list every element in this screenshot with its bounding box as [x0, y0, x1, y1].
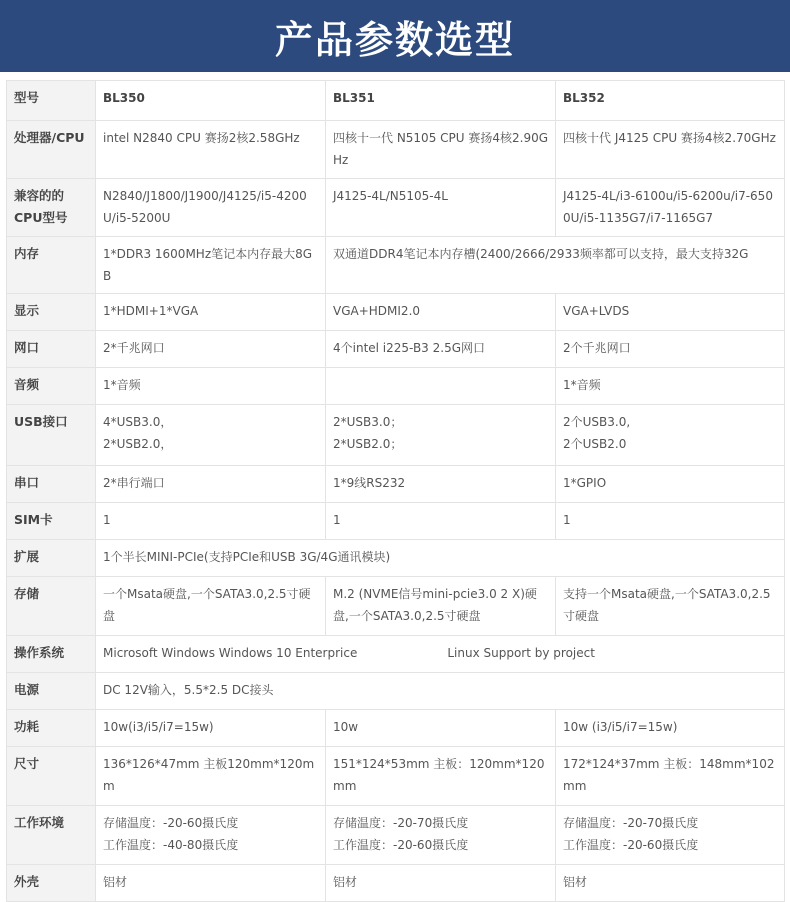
- row-label: 显示: [7, 294, 96, 331]
- value-line: 2个USB2.0: [563, 437, 627, 451]
- value-line: 4*USB3.0，: [103, 415, 173, 429]
- value-cell: [326, 405, 556, 466]
- row-label: USB接口: [7, 405, 96, 466]
- value-line: 2个USB3.0,: [563, 415, 631, 429]
- row-label: 型号: [7, 81, 96, 121]
- row-display: [7, 294, 785, 331]
- value-cell: 10w: [326, 710, 556, 747]
- value-cell: 四核十一代 N5105 CPU 赛扬4核2.90GHz: [326, 121, 556, 179]
- value-cell: [326, 368, 556, 405]
- os-linux: Linux Support by project: [447, 646, 595, 660]
- value-cell: DC 12V输入，5.5*2.5 DC接头: [96, 673, 785, 710]
- value-cell: [556, 806, 785, 865]
- value-cell: 10w (i3/i5/i7=15w): [556, 710, 785, 747]
- row-label: 操作系统: [7, 636, 96, 673]
- value-line: 存储温度：-20-70摄氏度: [563, 816, 699, 830]
- value-line: 存储温度：-20-60摄氏度: [103, 816, 239, 830]
- spec-table: [6, 80, 785, 902]
- value-cell: 2个千兆网口: [556, 331, 785, 368]
- value-cell: [326, 806, 556, 865]
- value-cell: 1*HDMI+1*VGA: [96, 294, 326, 331]
- label-line: CPU型号: [14, 210, 68, 225]
- value-cell: VGA+HDMI2.0: [326, 294, 556, 331]
- row-consumption: [7, 710, 785, 747]
- value-cell: 1*音频: [96, 368, 326, 405]
- value-cell: 136*126*47mm 主板120mm*120mm: [96, 747, 326, 806]
- value-cell: 2*串行端口: [96, 466, 326, 503]
- value-cell: VGA+LVDS: [556, 294, 785, 331]
- row-compat: [7, 179, 785, 237]
- value-cell: 支持一个Msata硬盘,一个SATA3.0,2.5寸硬盘: [556, 577, 785, 636]
- value-cell: 铝材: [556, 865, 785, 902]
- row-label: SIM卡: [7, 503, 96, 540]
- value-line: 存储温度：-20-70摄氏度: [333, 816, 469, 830]
- os-windows: Microsoft Windows Windows 10 Enterprice: [103, 646, 358, 660]
- row-lan: [7, 331, 785, 368]
- value-cell: 铝材: [326, 865, 556, 902]
- row-label: 扩展: [7, 540, 96, 577]
- value-line: 工作温度：-40-80摄氏度: [103, 838, 239, 852]
- row-os: [7, 636, 785, 673]
- row-label: 串口: [7, 466, 96, 503]
- row-size: [7, 747, 785, 806]
- value-cell: 四核十代 J4125 CPU 赛扬4核2.70GHz: [556, 121, 785, 179]
- row-power: [7, 673, 785, 710]
- value-cell: 1*9线RS232: [326, 466, 556, 503]
- model-cell: BL352: [556, 81, 785, 121]
- value-line: 2*USB2.0；: [333, 437, 403, 451]
- value-cell: 1: [556, 503, 785, 540]
- model-cell: BL351: [326, 81, 556, 121]
- value-cell: 2*千兆网口: [96, 331, 326, 368]
- value-cell: J4125-4L/N5105-4L: [326, 179, 556, 237]
- label-line: 兼容的的: [14, 188, 65, 203]
- row-label: 电源: [7, 673, 96, 710]
- value-cell: 4个intel i225-B3 2.5G网口: [326, 331, 556, 368]
- model-cell: BL350: [96, 81, 326, 121]
- value-line: 工作温度：-20-60摄氏度: [333, 838, 469, 852]
- row-label: 音频: [7, 368, 96, 405]
- row-memory: [7, 237, 785, 294]
- value-cell: 151*124*53mm 主板：120mm*120mm: [326, 747, 556, 806]
- value-cell: 1*GPIO: [556, 466, 785, 503]
- value-cell: 1*音频: [556, 368, 785, 405]
- row-label: 尺寸: [7, 747, 96, 806]
- row-label: 处理器/CPU: [7, 121, 96, 179]
- value-cell: 172*124*37mm 主板：148mm*102mm: [556, 747, 785, 806]
- value-cell: M.2 (NVME信号mini-pcie3.0 2 X)硬盘,一个SATA3.0,2.5寸硬盘: [326, 577, 556, 636]
- row-label: 工作环境: [7, 806, 96, 865]
- value-cell: 1: [326, 503, 556, 540]
- value-cell: [96, 806, 326, 865]
- value-cell: intel N2840 CPU 赛扬2核2.58GHz: [96, 121, 326, 179]
- spec-table-container: [0, 72, 790, 902]
- value-line: 工作温度：-20-60摄氏度: [563, 838, 699, 852]
- row-label: 功耗: [7, 710, 96, 747]
- row-label: 内存: [7, 237, 96, 294]
- row-usb: [7, 405, 785, 466]
- value-cell: 铝材: [96, 865, 326, 902]
- value-cell: J4125-4L/i3-6100u/i5-6200u/i7-6500U/i5-1135G7/i7-1165G7: [556, 179, 785, 237]
- value-cell: [96, 636, 785, 673]
- row-environment: [7, 806, 785, 865]
- value-cell: [96, 405, 326, 466]
- value-cell: 10w(i3/i5/i7=15w): [96, 710, 326, 747]
- row-label: 网口: [7, 331, 96, 368]
- row-expansion: [7, 540, 785, 577]
- value-line: 2*USB2.0，: [103, 437, 173, 451]
- value-cell: 双通道DDR4笔记本内存槽(2400/2666/2933频率都可以支持，最大支持32G: [326, 237, 785, 294]
- row-cpu: [7, 121, 785, 179]
- row-case: [7, 865, 785, 902]
- row-serial: [7, 466, 785, 503]
- row-label: 存储: [7, 577, 96, 636]
- value-cell: 1: [96, 503, 326, 540]
- row-sim: [7, 503, 785, 540]
- value-cell: 1*DDR3 1600MHz笔记本内存最大8GB: [96, 237, 326, 294]
- value-cell: 1个半长MINI-PCIe(支持PCIe和USB 3G/4G通讯模块): [96, 540, 785, 577]
- row-audio: [7, 368, 785, 405]
- row-model: [7, 81, 785, 121]
- title-banner: [0, 0, 790, 72]
- value-cell: 一个Msata硬盘,一个SATA3.0,2.5寸硬盘: [96, 577, 326, 636]
- row-storage: [7, 577, 785, 636]
- value-line: 2*USB3.0；: [333, 415, 403, 429]
- row-label: [7, 179, 96, 237]
- row-label: 外壳: [7, 865, 96, 902]
- value-cell: [556, 405, 785, 466]
- value-cell: N2840/J1800/J1900/J4125/i5-4200U/i5-5200U: [96, 179, 326, 237]
- page-title: 产品参数选型: [274, 17, 515, 62]
